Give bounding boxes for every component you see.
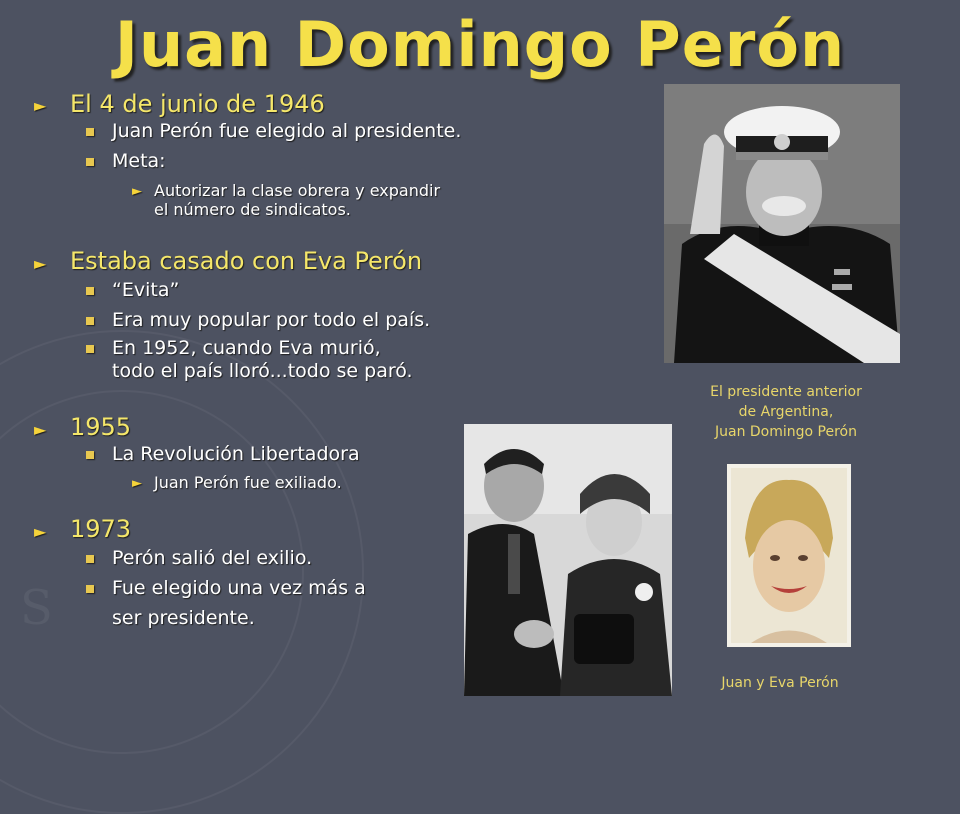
bullet-arrow-icon: ► — [132, 476, 142, 491]
bullet-arrow-icon: ► — [132, 184, 142, 199]
background-compass-s-mark: S — [20, 580, 53, 636]
slide-title: Juan Domingo Perón — [114, 8, 846, 81]
section-3-heading: 1955 — [70, 413, 132, 441]
couple-photo-caption: Juan y Eva Perón — [721, 675, 839, 691]
bullet-square-icon — [86, 585, 94, 593]
section-1-subitem-line-1: Autorizar la clase obrera y expandir — [154, 181, 441, 200]
bullet-arrow-icon: ► — [34, 522, 47, 541]
section-2-item-3-line-1: En 1952, cuando Eva murió, — [112, 337, 381, 359]
peron-photo-caption — [672, 382, 900, 442]
section-2-item-1: “Evita” — [112, 279, 180, 301]
peron-portrait-photo — [664, 84, 900, 363]
bullet-arrow-icon: ► — [34, 420, 47, 439]
section-1-item-2: Meta: — [112, 150, 166, 172]
section-4-item-2-continued: ser presidente. — [112, 607, 255, 629]
section-1-heading: El 4 de junio de 1946 — [70, 90, 325, 118]
section-4-item-1: Perón salió del exilio. — [112, 547, 313, 569]
bullet-square-icon — [86, 317, 94, 325]
couple-photo — [464, 424, 672, 696]
bullet-arrow-icon: ► — [34, 96, 47, 115]
section-3-item-1: La Revolución Libertadora — [112, 443, 360, 465]
bullet-arrow-icon: ► — [34, 254, 47, 273]
eva-portrait-photo — [727, 464, 851, 647]
caption-line-1: El presidente anterior — [710, 384, 862, 400]
caption-line-2: de Argentina, — [738, 404, 834, 420]
bullet-square-icon — [86, 451, 94, 459]
bullet-square-icon — [86, 345, 94, 353]
section-1-item-1: Juan Perón fue elegido al presidente. — [112, 120, 462, 142]
bullet-square-icon — [86, 158, 94, 166]
bullet-square-icon — [86, 555, 94, 563]
section-4-item-2: Fue elegido una vez más a — [112, 577, 366, 599]
section-2-item-3-line-2: todo el país lloró...todo se paró. — [112, 360, 413, 382]
section-3-subitem: Juan Perón fue exiliado. — [154, 473, 342, 492]
section-2-heading: Estaba casado con Eva Perón — [70, 247, 423, 275]
caption-line-3: Juan Domingo Perón — [715, 424, 857, 440]
bullet-square-icon — [86, 287, 94, 295]
bullet-square-icon — [86, 128, 94, 136]
section-1-subitem-line-2: el número de sindicatos. — [154, 200, 351, 219]
section-2-item-2: Era muy popular por todo el país. — [112, 309, 431, 331]
section-4-heading: 1973 — [70, 515, 132, 543]
